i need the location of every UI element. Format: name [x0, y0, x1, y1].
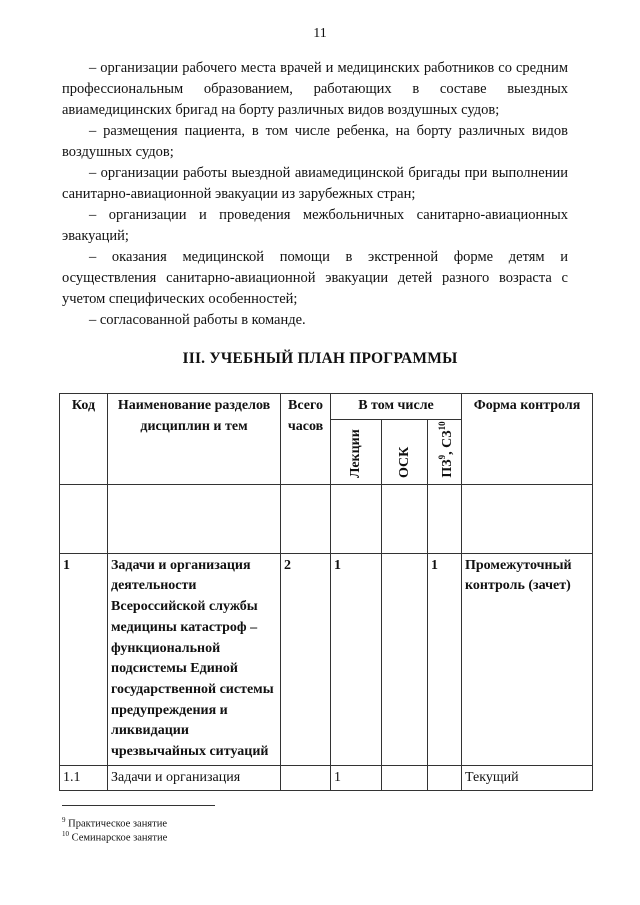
- footnote-text: Семинарское занятие: [71, 832, 168, 844]
- cell-lectures: 1: [331, 553, 382, 765]
- header-name: Наименование разделов дисциплин и тем: [108, 394, 281, 485]
- paragraph: – организации и проведения межбольничных санитарно-авиационных эвакуаций;: [62, 207, 568, 244]
- header-sz-note: 10: [436, 421, 447, 431]
- header-control: Форма контроля: [462, 394, 593, 485]
- section-title: III. УЧЕБНЫЙ ПЛАН ПРОГРАММЫ: [182, 350, 458, 367]
- paragraph: – размещения пациента, в том числе ребенка, на борту различных видов воздушных судов;: [62, 123, 568, 160]
- cell-name: Задачи и организация: [108, 765, 281, 791]
- table-header-row: [60, 394, 593, 420]
- header-osk: [382, 419, 428, 484]
- header-pz-note: 9: [436, 454, 447, 460]
- cell-pz-sz: 1: [428, 553, 462, 765]
- table-row: [60, 553, 593, 765]
- cell-control: Текущий: [462, 765, 593, 791]
- curriculum-table: [59, 393, 593, 791]
- paragraph: – оказания медицинской помощи в экстренной форме детям и осуществления санитарно-авиационной эвакуации детей разного возраста с учетом специфических особенностей;: [62, 249, 568, 307]
- body-text: [62, 58, 568, 331]
- footnote-divider: [62, 805, 215, 806]
- header-osk-label: ОСК: [396, 446, 412, 478]
- cell-control: Промежуточный контроль (зачет): [462, 553, 593, 765]
- paragraph: – согласованной работы в команде.: [89, 312, 306, 328]
- header-lectures: [331, 419, 382, 484]
- table-row: [60, 765, 593, 791]
- cell-code: 1.1: [60, 765, 108, 791]
- cell-code: 1: [60, 553, 108, 765]
- page-number: 11: [313, 26, 327, 41]
- cell-osk: [382, 553, 428, 765]
- header-pz-sz-label: $ПЗ^9$, СЗ$^{10}$: [436, 421, 455, 478]
- cell-osk: [382, 765, 428, 791]
- cell-lectures: 1: [331, 765, 382, 791]
- header-code: Код: [60, 394, 108, 485]
- cell-total: 2: [281, 553, 331, 765]
- header-pz: ПЗ: [439, 459, 455, 478]
- header-total: Всего часов: [281, 394, 331, 485]
- cell-pz-sz: [428, 765, 462, 791]
- footnote-text: Практическое занятие: [68, 818, 168, 830]
- footnote: [62, 828, 167, 845]
- footnote-mark: 10: [62, 830, 69, 838]
- paragraph: – организации работы выездной авиамедицинской бригады при выполнении санитарно-авиационной эвакуации из зарубежных стран;: [62, 165, 568, 202]
- header-including: В том числе: [331, 394, 462, 420]
- cell-total: [281, 765, 331, 791]
- header-pz-sz: [428, 419, 462, 484]
- header-lectures-label: Лекции: [348, 428, 363, 478]
- header-sz: СЗ: [439, 430, 455, 448]
- footnote-mark: 9: [62, 816, 66, 824]
- cell-name: Задачи и организация деятельности Всероссийской службы медицины катастроф – функциональной подсистемы Единой государственной системы предупреждения и ликвидации чрезвычайных ситуаций: [108, 553, 281, 765]
- table-spacer-row: [60, 484, 593, 553]
- paragraph: – организации рабочего места врачей и медицинских работников со средним профессиональным образованием, работающих в составе выездных авиамедицинских бригад на борту различных видов воздушных судов;: [62, 60, 568, 118]
